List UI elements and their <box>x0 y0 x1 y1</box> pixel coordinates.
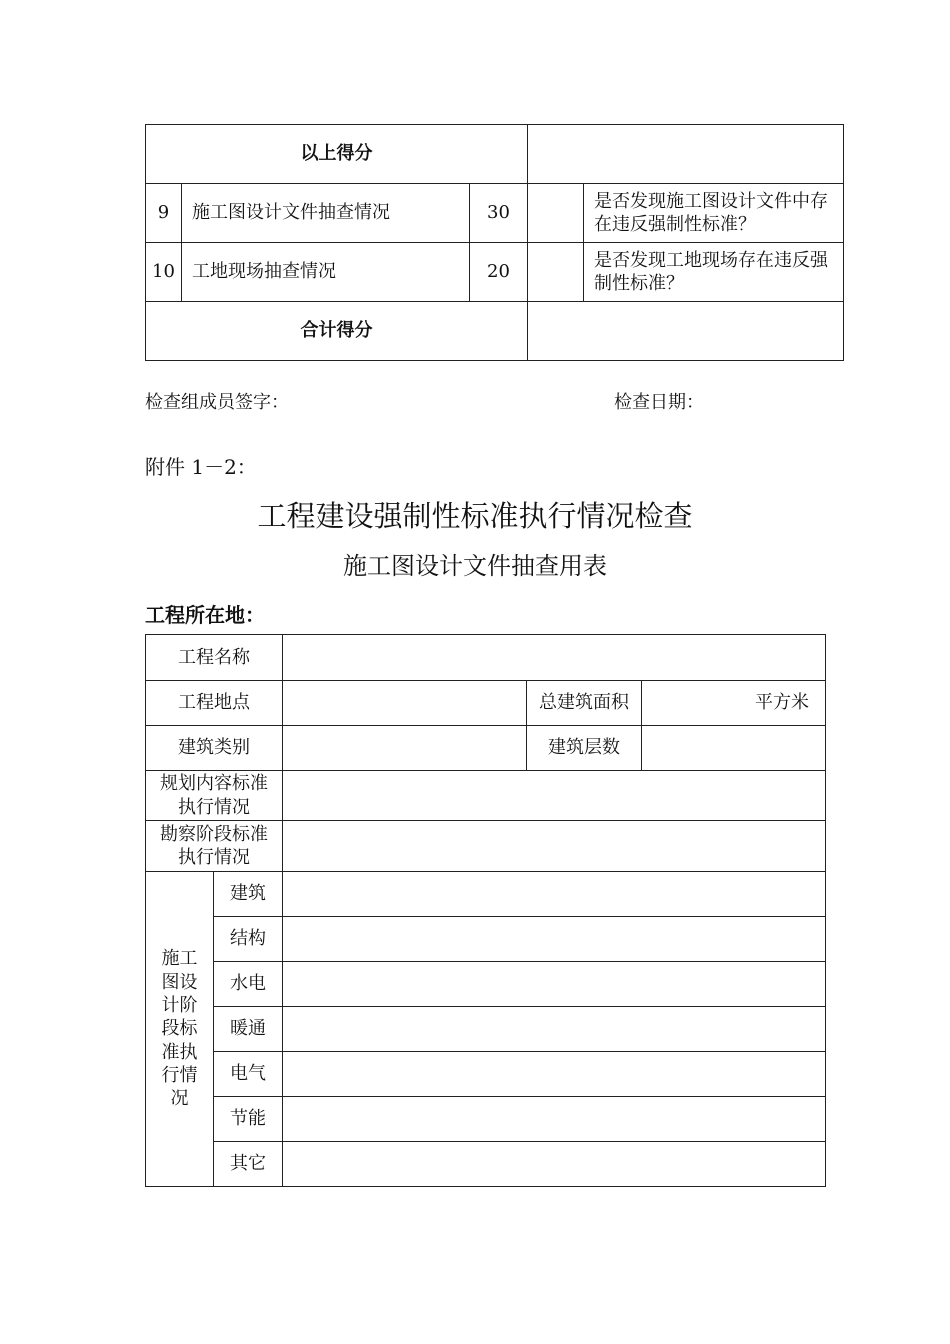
survey-label: 勘察阶段标准执行情况 <box>146 821 283 872</box>
row-question: 是否发现施工图设计文件中存在违反强制性标准？ <box>584 184 844 243</box>
discipline-field[interactable] <box>283 1007 826 1052</box>
row-item: 工地现场抽查情况 <box>182 243 470 302</box>
floors-field[interactable] <box>642 726 826 771</box>
row-question: 是否发现工地现场存在违反强制性标准？ <box>584 243 844 302</box>
discipline-label: 暖通 <box>214 1007 283 1052</box>
floors-label: 建筑层数 <box>527 726 642 771</box>
inspection-date-label: 检查日期： <box>614 392 704 413</box>
project-site-field[interactable] <box>283 681 527 726</box>
building-type-field[interactable] <box>283 726 527 771</box>
attachment-label: 附件 1－2： <box>145 455 257 479</box>
discipline-label: 其它 <box>214 1142 283 1187</box>
row-number: 10 <box>146 243 182 302</box>
discipline-field[interactable] <box>283 872 826 917</box>
discipline-field[interactable] <box>283 1097 826 1142</box>
project-name-label: 工程名称 <box>146 635 283 681</box>
discipline-label: 节能 <box>214 1097 283 1142</box>
subtotal-label: 以上得分 <box>146 125 528 184</box>
row-score-cell[interactable] <box>528 184 584 243</box>
design-stage-label: 施工图设计阶段标准执行情况 <box>146 872 214 1187</box>
planning-label: 规划内容标准执行情况 <box>146 771 283 821</box>
discipline-field[interactable] <box>283 1142 826 1187</box>
members-signature-label: 检查组成员签字： <box>145 392 289 413</box>
project-location-label: 工程所在地： <box>145 603 265 627</box>
total-score-cell[interactable] <box>528 302 844 361</box>
page-subtitle: 施工图设计文件抽查用表 <box>343 552 607 580</box>
row-item: 施工图设计文件抽查情况 <box>182 184 470 243</box>
project-site-label: 工程地点 <box>146 681 283 726</box>
row-points: 20 <box>470 243 528 302</box>
discipline-label: 电气 <box>214 1052 283 1097</box>
table-row <box>146 243 844 302</box>
discipline-field[interactable] <box>283 962 826 1007</box>
design-check-table <box>145 634 826 1187</box>
discipline-label: 结构 <box>214 917 283 962</box>
discipline-label: 建筑 <box>214 872 283 917</box>
discipline-field[interactable] <box>283 1052 826 1097</box>
discipline-field[interactable] <box>283 917 826 962</box>
area-unit[interactable]: 平方米 <box>642 681 826 726</box>
row-score-cell[interactable] <box>528 243 584 302</box>
building-type-label: 建筑类别 <box>146 726 283 771</box>
table-row <box>146 184 844 243</box>
row-points: 30 <box>470 184 528 243</box>
page-title: 工程建设强制性标准执行情况检查 <box>257 499 693 533</box>
subtotal-score-cell[interactable] <box>528 125 844 184</box>
total-area-label: 总建筑面积 <box>527 681 642 726</box>
discipline-label: 水电 <box>214 962 283 1007</box>
project-name-field[interactable] <box>283 635 826 681</box>
score-table <box>145 124 844 361</box>
survey-field[interactable] <box>283 821 826 872</box>
row-number: 9 <box>146 184 182 243</box>
planning-field[interactable] <box>283 771 826 821</box>
total-label: 合计得分 <box>146 302 528 361</box>
